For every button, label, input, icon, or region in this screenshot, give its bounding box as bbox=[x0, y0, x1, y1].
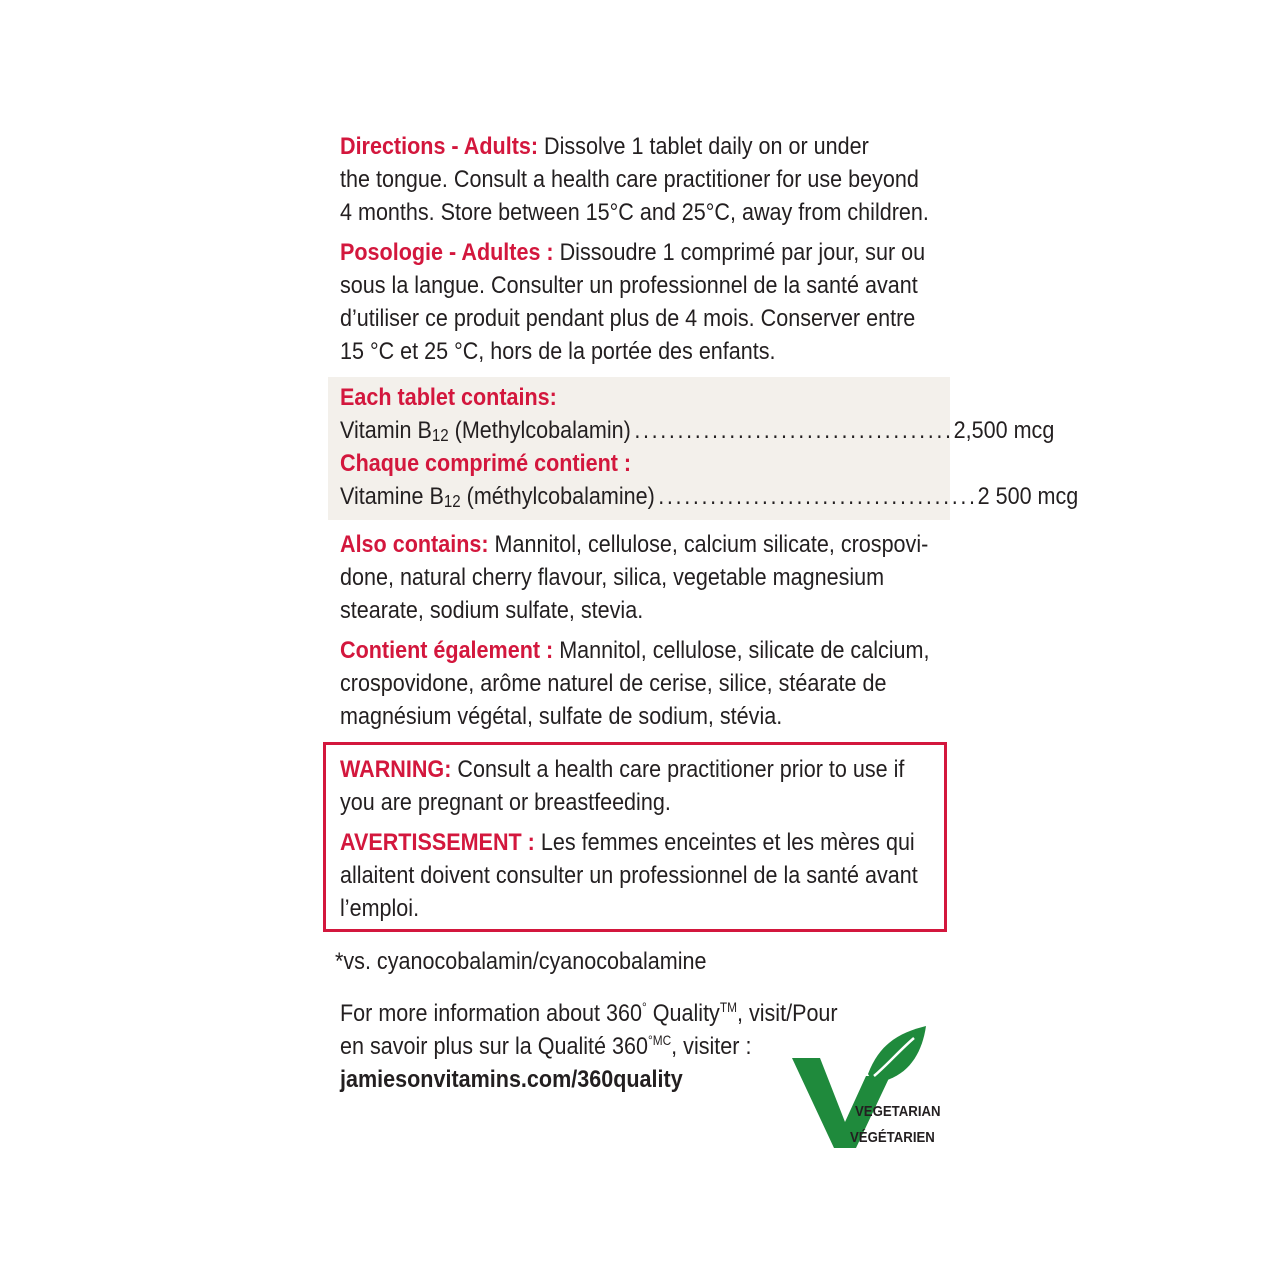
warning-fr-label: AVERTISSEMENT : bbox=[340, 829, 535, 856]
ingredient-fr-sub: 12 bbox=[443, 491, 461, 511]
ingredient-en-amount: 2,500 mcg bbox=[953, 417, 1055, 444]
warning-fr-line2: allaitent doivent consulter un professionnel de la santé avant bbox=[340, 862, 918, 889]
warning-en-line2: you are pregnant or breastfeeding. bbox=[340, 789, 671, 816]
also-fr-text: Mannitol, cellulose, silicate de calcium, bbox=[559, 637, 930, 664]
also-en-text: Mannitol, cellulose, calcium silicate, crospovi- bbox=[494, 531, 929, 558]
directions-fr-line4: 15 °C et 25 °C, hors de la portée des enfants. bbox=[340, 338, 776, 365]
badge-line2: VÉGÉTARIEN bbox=[850, 1129, 935, 1146]
directions-en-line2: the tongue. Consult a health care practitioner for use beyond bbox=[340, 166, 919, 193]
ingredients-text bbox=[340, 381, 1079, 513]
info-p1: For more information about 360 bbox=[340, 1000, 643, 1027]
warning-en-label: WARNING: bbox=[340, 756, 452, 783]
info-tm: TM bbox=[719, 1000, 737, 1015]
directions-en-line3: 4 months. Store between 15°C and 25°C, away from children. bbox=[340, 199, 929, 226]
ingredient-fr-amount: 2 500 mcg bbox=[977, 483, 1079, 510]
ingredient-row-fr bbox=[340, 480, 1079, 513]
also-en-line2: done, natural cherry flavour, silica, vegetable magnesium bbox=[340, 564, 885, 591]
badge-line1: VEGETARIAN bbox=[855, 1103, 941, 1120]
warning-fr-line3: l’emploi. bbox=[340, 895, 420, 922]
also-en-label: Also contains: bbox=[340, 531, 489, 558]
leader-dots-fr: ..................................... bbox=[658, 483, 978, 510]
also-contains-en bbox=[340, 528, 929, 627]
directions-en bbox=[340, 130, 929, 229]
directions-en-text: Dissolve 1 tablet daily on or under bbox=[544, 133, 869, 160]
warning-fr-text: Les femmes enceintes et les mères qui bbox=[540, 829, 915, 856]
info-p4: en savoir plus sur la Qualité 360 bbox=[340, 1033, 648, 1060]
directions-fr bbox=[340, 236, 926, 368]
info-p2: Quality bbox=[646, 1000, 720, 1027]
also-fr-label: Contient également : bbox=[340, 637, 554, 664]
warning-en bbox=[340, 753, 905, 819]
ingredient-en-name-suffix: (Methylcobalamin) bbox=[448, 417, 631, 444]
also-contains-fr bbox=[340, 634, 930, 733]
ingredient-fr-name: Vitamine B bbox=[340, 483, 444, 510]
info-deg: ° bbox=[642, 1000, 647, 1015]
ingredients-en-heading: Each tablet contains: bbox=[340, 384, 557, 411]
directions-fr-line2: sous la langue. Consulter un professionnel de la santé avant bbox=[340, 272, 918, 299]
info-url[interactable]: jamiesonvitamins.com/360quality bbox=[340, 1066, 683, 1093]
info-p3: , visit/Pour bbox=[736, 1000, 838, 1027]
ingredients-fr-heading: Chaque comprimé contient : bbox=[340, 450, 632, 477]
ingredient-row-en bbox=[340, 414, 1055, 447]
footnote: *vs. cyanocobalamin/cyanocobalamine bbox=[335, 948, 707, 975]
ingredient-en-sub: 12 bbox=[431, 425, 449, 445]
info-p5: , visiter : bbox=[671, 1033, 752, 1060]
ingredient-en-name: Vitamin B bbox=[340, 417, 432, 444]
directions-fr-text: Dissoudre 1 comprimé par jour, sur ou bbox=[559, 239, 926, 266]
leader-dots-en: ..................................... bbox=[634, 417, 954, 444]
directions-en-label: Directions - Adults: bbox=[340, 133, 539, 160]
ingredient-fr-name-suffix: (méthylcobalamine) bbox=[460, 483, 655, 510]
also-fr-line2: crospovidone, arôme naturel de cerise, silice, stéarate de bbox=[340, 670, 887, 697]
also-fr-line3: magnésium végétal, sulfate de sodium, stévia. bbox=[340, 703, 783, 730]
directions-fr-label: Posologie - Adultes : bbox=[340, 239, 554, 266]
warning-en-text: Consult a health care practitioner prior to use if bbox=[457, 756, 905, 783]
info-mc: °MC bbox=[648, 1033, 672, 1048]
also-en-line3: stearate, sodium sulfate, stevia. bbox=[340, 597, 644, 624]
directions-fr-line3: d’utiliser ce produit pendant plus de 4 mois. Conserver entre bbox=[340, 305, 916, 332]
warning-fr bbox=[340, 826, 918, 925]
